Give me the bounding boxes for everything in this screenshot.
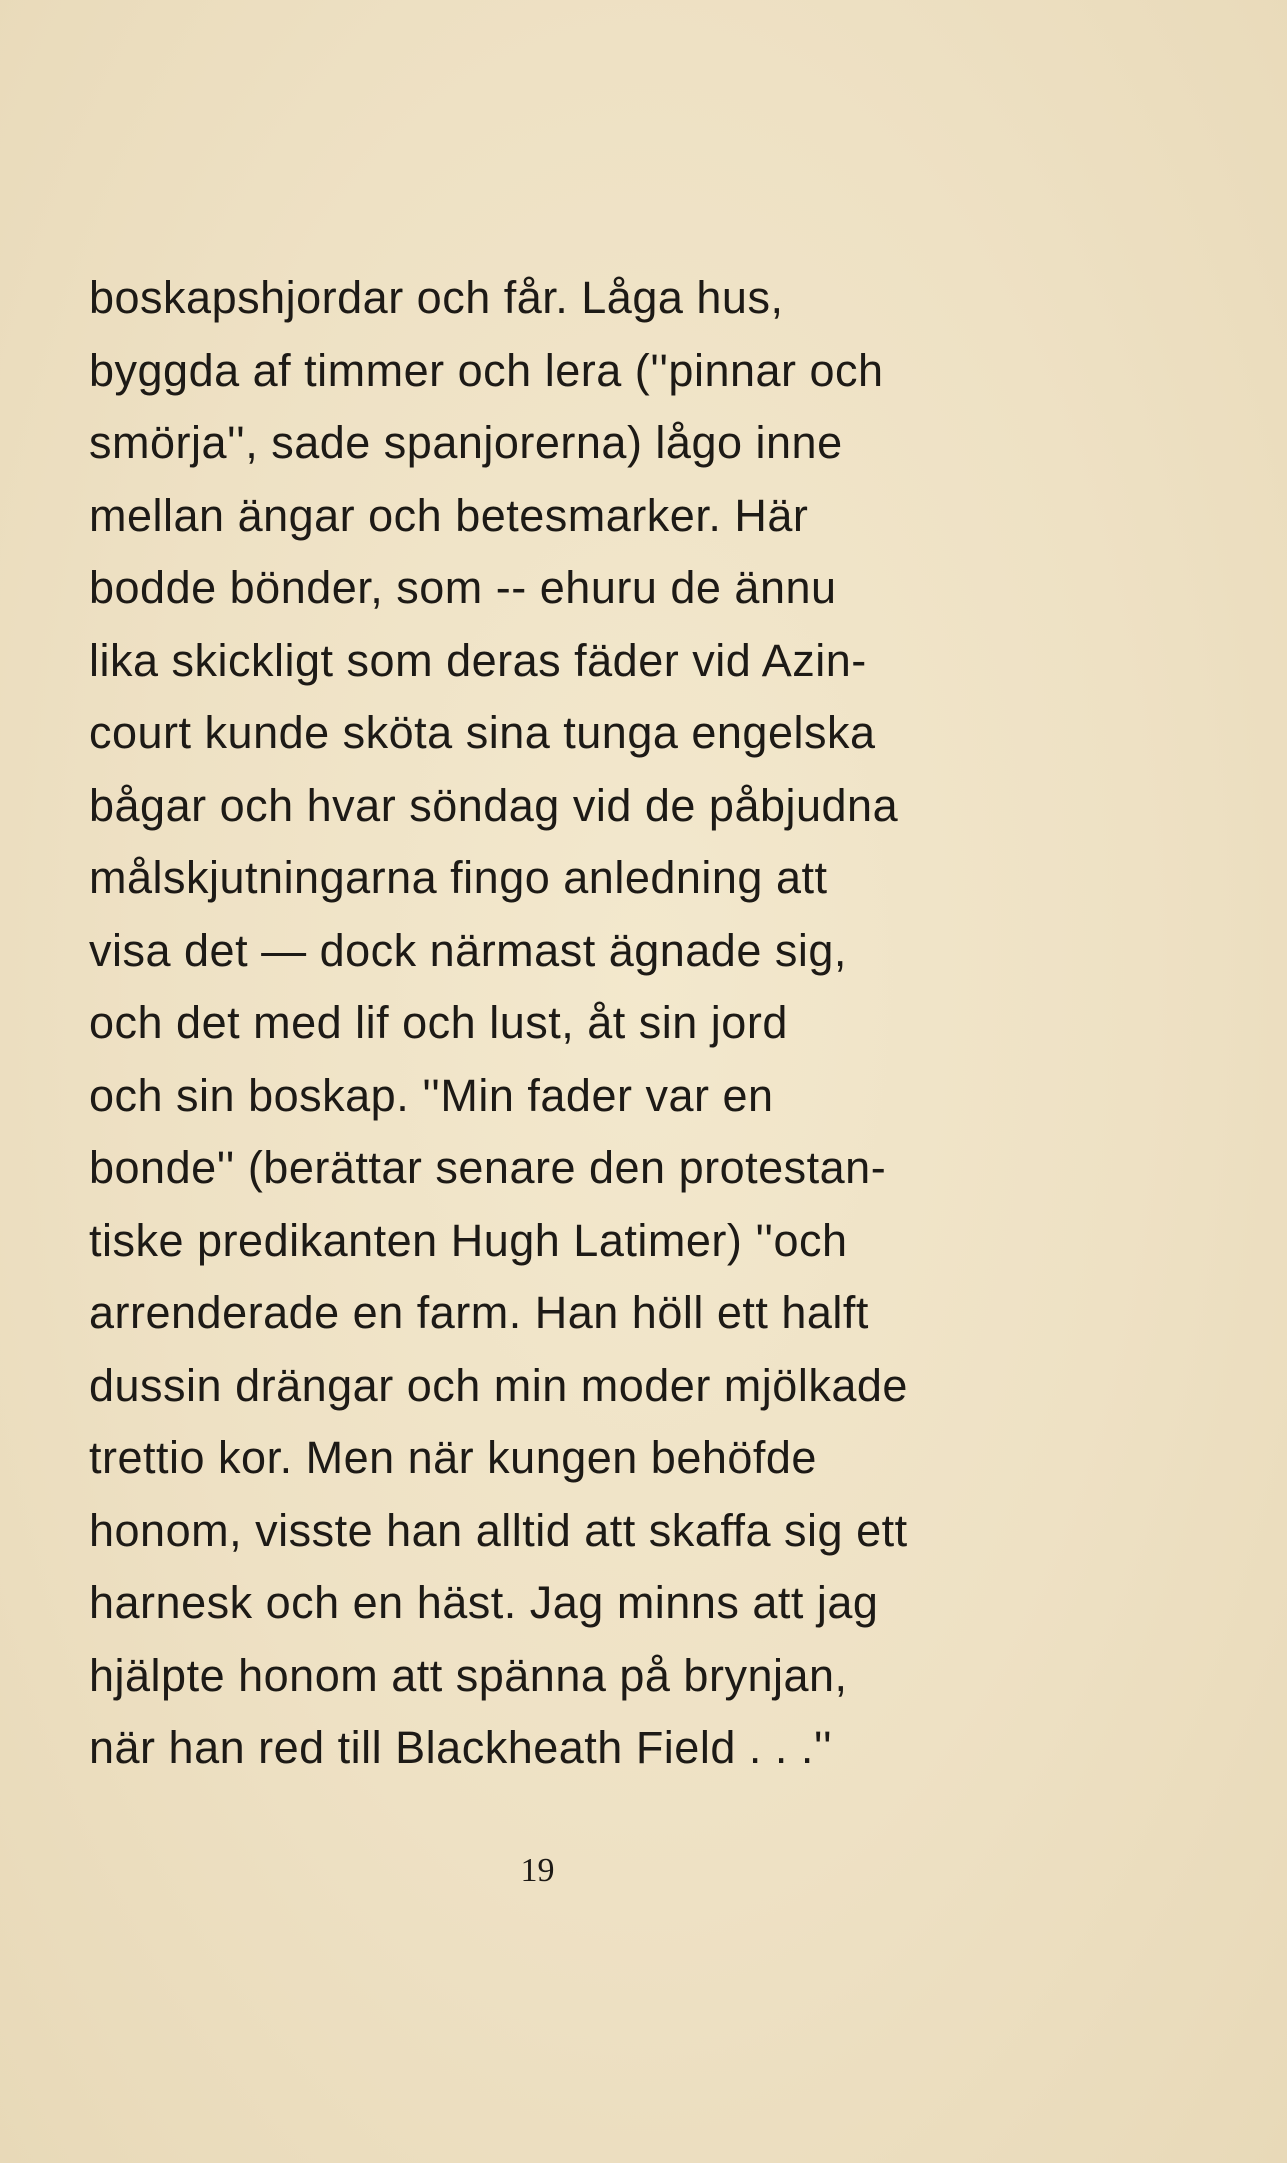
text-line: målskjutningarna fingo anledning att [89, 852, 828, 903]
text-line: smörja'', sade spanjorerna) lågo inne [89, 417, 843, 468]
text-line: dussin drängar och min moder mjölkade [89, 1359, 908, 1411]
text-line: harnesk och en häst. Jag minns att jag [89, 1577, 879, 1628]
text-line: bodde bönder, som -- ehuru de ännu [89, 562, 837, 613]
text-line: hjälpte honom att spänna på brynjan, [89, 1649, 848, 1701]
text-line: byggda af timmer och lera (''pinnar och [89, 344, 884, 396]
text-line: när han red till Blackheath Field . . .'' [89, 1722, 833, 1773]
text-line: visa det — dock närmast ägnade sig, [89, 924, 847, 976]
text-line: boskapshjordar och får. Låga hus, [89, 272, 784, 323]
text-line: arrenderade en farm. Han höll ett halft [89, 1287, 869, 1338]
text-line: bågar och hvar söndag vid de påbjudna [89, 779, 899, 831]
text-line: bonde'' (berättar senare den protestan- [89, 1142, 887, 1193]
text-line: och det med lif och lust, åt sin jord [89, 997, 788, 1048]
text-line: trettio kor. Men när kungen behöfde [89, 1432, 817, 1483]
text-line: mellan ängar och betesmarker. Här [89, 489, 809, 541]
page-number: 19 [520, 1852, 555, 1889]
text-line: lika skickligt som deras fäder vid Azin- [89, 634, 867, 686]
text-line: tiske predikanten Hugh Latimer) ''och [89, 1214, 848, 1266]
text-line: och sin boskap. ''Min fader var en [89, 1069, 774, 1121]
text-line: court kunde sköta sina tunga engelska [89, 707, 876, 758]
body-text [89, 262, 1189, 1785]
text-line: honom, visste han alltid att skaffa sig ett [89, 1504, 908, 1556]
